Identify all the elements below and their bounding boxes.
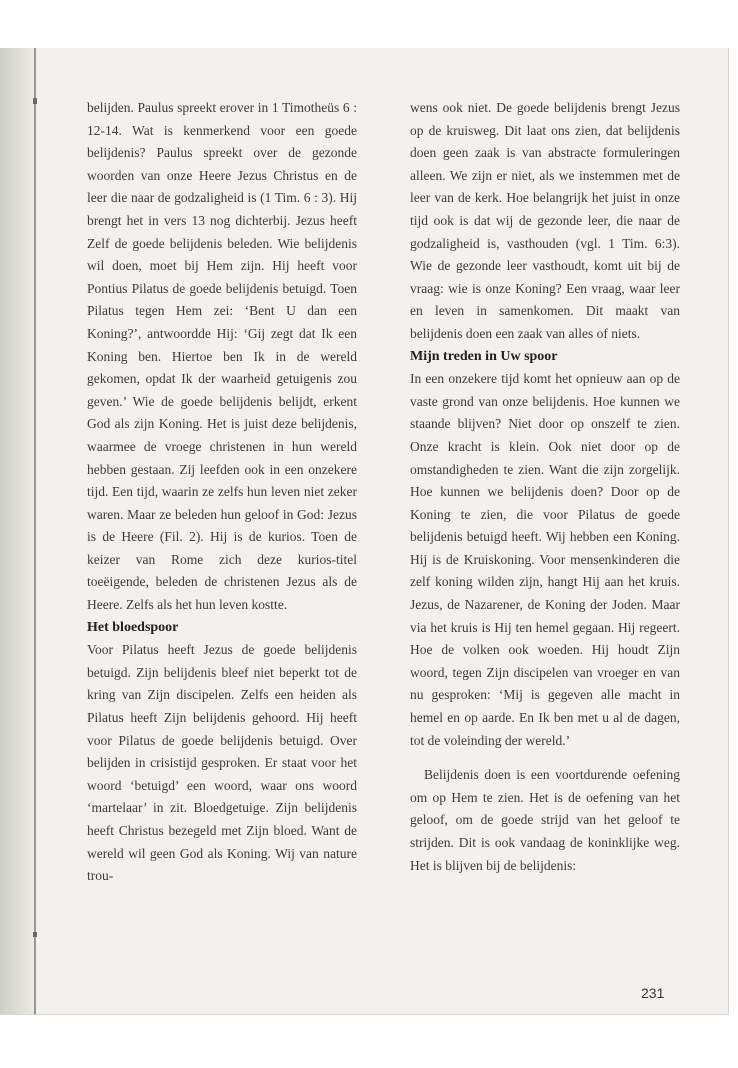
right-paragraph-1: wens ook niet. De goede belijdenis brengt Jezus op de kruisweg. Dit laat ons zien, dat belijdenis doen geen zaak is van abstracte formuleringen alleen. We zijn er niet, als we instemmen met de leer van de kerk. Hoe belangrijk het juist in onze tijd ook is dat wij de gezonde leer, die naar de godzaligheid is, vasthouden (vgl. 1 Tim. 6:3). Wie de gezonde leer vasthoudt, komt uit bij de vraag: wie is onze Koning? Een vraag, waar leer en leven in samenkomen. Dit maakt van belijdenis doen een zaak van alles of niets. — [410, 100, 680, 341]
left-text-column — [87, 97, 357, 888]
binding-mark-top — [33, 98, 37, 104]
right-text-column — [410, 97, 680, 877]
right-paragraph-2: In een onzekere tijd komt het opnieuw aan op de vaste grond van onze belijdenis. Hoe kunnen we staande blijven? Niet door op onszelf te zien. Onze kracht is klein. Ook niet door op de omstandigheden te zien. Want die zijn zorgelijk. Hoe kunnen we belijdenis doen? Door op de Koning te zien, die voor Pilatus de goede belijdenis betuigd heeft. Wij hebben een Koning. Hij is de Kruiskoning. Voor mensenkinderen die zelf koning wilden zijn, hangt Hij aan het kruis. Jezus, de Nazarener, de Koning der Joden. Maar via het kruis is Hij ten hemel gegaan. Hij regeert. Hoe de volken ook woeden. Hij houdt Zijn woord, tegen Zijn discipelen van vroeger en van nu gesproken: ‘Mij is gegeven alle macht in hemel en op aarde. En Ik ben met u al de dagen, tot de voleinding der wereld.’ — [410, 371, 680, 748]
page-number: 231 — [641, 985, 665, 1001]
section-heading-mijn-treden: Mijn treden in Uw spoor — [410, 348, 558, 364]
page-fold-line — [34, 48, 36, 1014]
right-paragraph-3: Belijdenis doen is een voortdurende oefening om op Hem te zien. Het is de oefening van het geloof, om de goede strijd van het geloof te strijden. Dit is ook vandaag de koninklijke weg. Het is blijven bij de belijdenis: — [410, 767, 680, 873]
left-paragraph-2: Voor Pilatus heeft Jezus de goede belijdenis betuigd. Zijn belijdenis bleef niet beperkt tot de kring van Zijn discipelen. Zelfs een heiden als Pilatus heeft Zijn belijdenis gehoord. Hij heeft voor Pilatus de goede belijdenis betuigd. Over belijden in crisistijd gesproken. Er staat voor het woord ‘betuigd’ een woord, waar ons woord ‘martelaar’ in zit. Bloedgetuige. Zijn belijdenis heeft Christus bezegeld met Zijn bloed. Want de wereld wil geen God als Koning. Wij van nature trou- — [87, 642, 357, 884]
section-heading-bloedspoor: Het bloedspoor — [87, 619, 179, 635]
left-paragraph-1: belijden. Paulus spreekt erover in 1 Timotheüs 6 : 12-14. Wat is kenmerkend voor een goede belijdenis? Paulus spreekt over de gezonde woorden van onze Heere Jezus Christus en de leer die naar de godzaligheid is (1 Tim. 6 : 3). Hij brengt het in vers 13 nog dichterbij. Jezus heeft Zelf de goede belijdenis beleden. Wie belijdenis wil doen, moet bij Hem zijn. Hij heeft voor Pontius Pilatus de goede belijdenis betuigd. Toen Pilatus tegen Hem zei: ‘Bent U dan een Koning?’, antwoordde Hij: ‘Gij zegt dat Ik een Koning ben. Hiertoe ben Ik in de wereld gekomen, opdat Ik der waarheid getuigenis zou geven.’ Wie de goede belijdenis belijdt, erkent God als zijn Koning. Het is juist deze belijdenis, waarmee de vroege christenen in hun wereld hebben gestaan. Zij leefden ook in een onzekere tijd. Een tijd, waarin ze zelfs hun leven niet zeker waren. Maar ze beleden hun geloof in God: Jezus is de Heere (Fil. 2). Hij is de kurios. Toen de keizer van Rome zich deze kurios-titel toeëigende, beleden de christenen Jezus als de Heere. Zelfs als het hun leven kostte. — [87, 100, 357, 613]
binding-mark-bottom — [33, 932, 37, 937]
book-spine-shadow — [0, 48, 36, 1014]
